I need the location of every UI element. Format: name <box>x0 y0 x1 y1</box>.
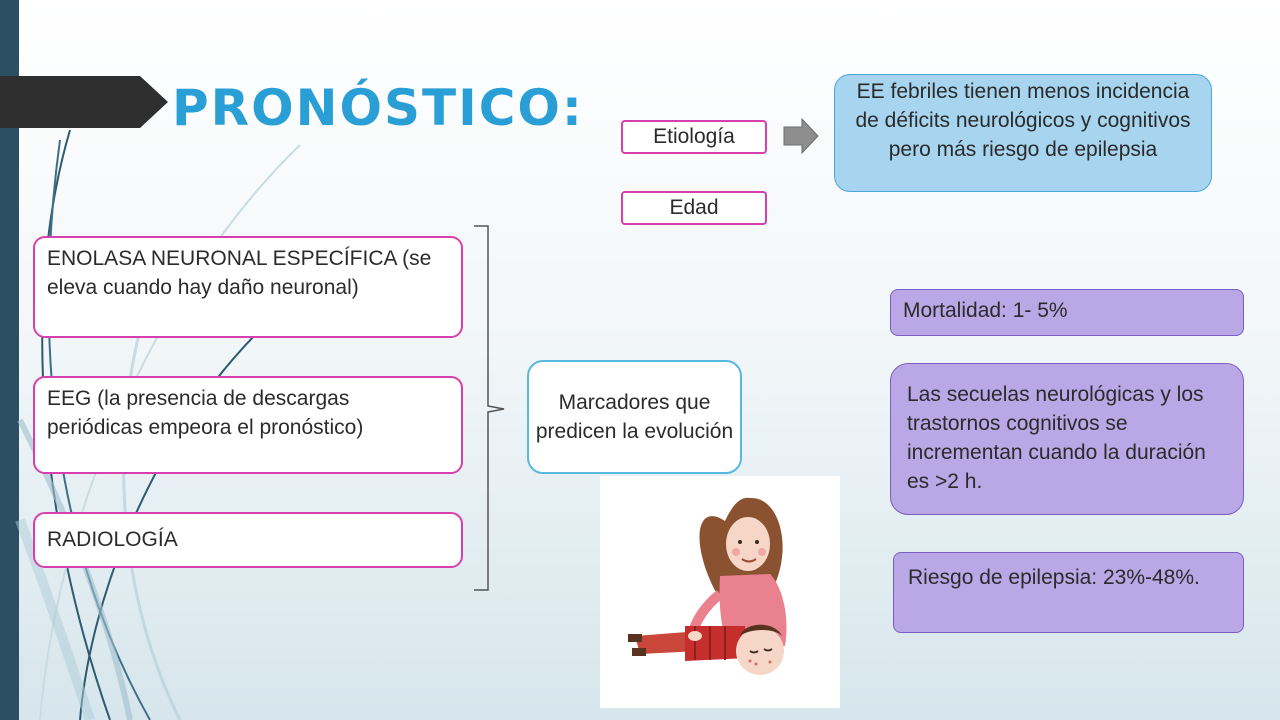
edad-label: Edad <box>621 191 767 225</box>
marcadores-box: Marcadores que predicen la evolución <box>527 360 742 474</box>
title-tab-decoration <box>0 76 168 128</box>
bracket-icon <box>470 224 510 594</box>
eeg-box: EEG (la presencia de descargas periódicas empeora el pronóstico) <box>33 376 463 474</box>
mortalidad-box: Mortalidad: 1- 5% <box>890 289 1244 336</box>
radiologia-box: RADIOLOGÍA <box>33 512 463 568</box>
etiologia-note: EE febriles tienen menos incidencia de déficits neurológicos y cognitivos pero más riesgo de epilepsia <box>834 74 1212 192</box>
right-arrow-icon <box>782 117 820 155</box>
slide-title: PRONÓSTICO: <box>172 79 584 137</box>
enolasa-box: ENOLASA NEURONAL ESPECÍFICA (se eleva cuando hay daño neuronal) <box>33 236 463 338</box>
secuelas-box: Las secuelas neurológicas y los trastornos cognitivos se incrementan cuando la duración es >2 h. <box>890 363 1244 515</box>
mother-child-illustration <box>600 476 840 708</box>
etiologia-label: Etiología <box>621 120 767 154</box>
epilepsia-box: Riesgo de epilepsia: 23%-48%. <box>893 552 1244 633</box>
